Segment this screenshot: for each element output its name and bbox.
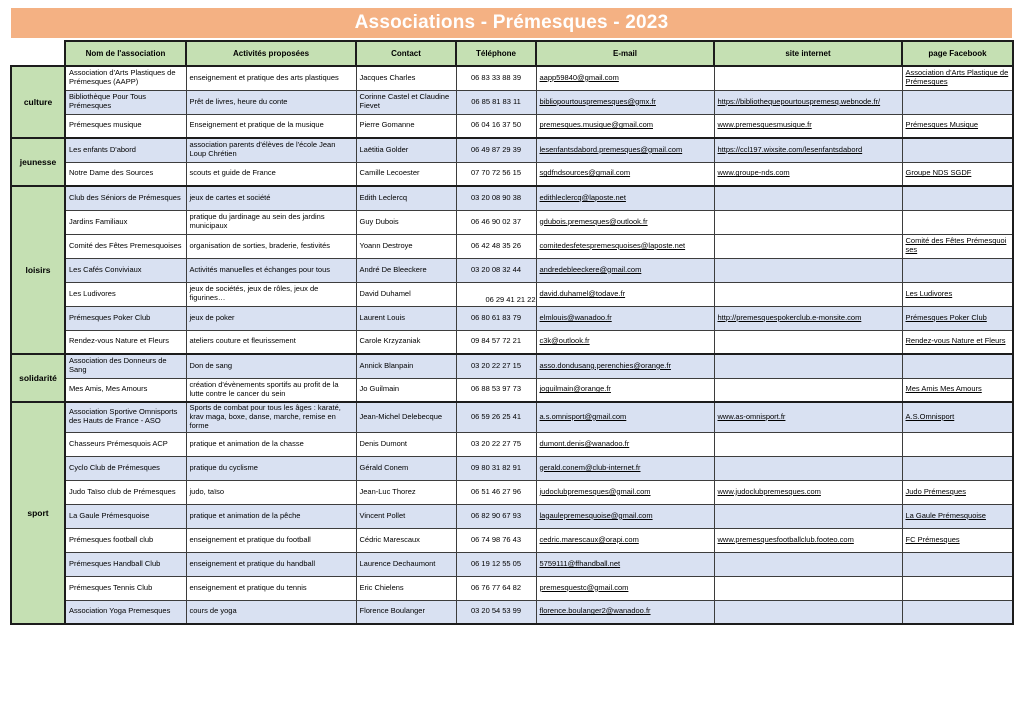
cell-name: Prémesques Handball Club: [65, 552, 186, 576]
cell-name: Association Yoga Premesques: [65, 600, 186, 624]
cell-contact: Vincent Pollet: [356, 504, 456, 528]
cell-contact: Laëtitia Golder: [356, 138, 456, 162]
page-title: Associations - Prémesques - 2023: [11, 8, 1012, 38]
facebook-link[interactable]: Les Ludivores: [905, 288, 953, 298]
website-link[interactable]: www.judoclubpremesques.com: [717, 486, 821, 496]
cell-website: [714, 528, 902, 552]
table-row: [11, 114, 1013, 138]
cell-contact: Edith Leclercq: [356, 186, 456, 210]
cell-facebook: [902, 402, 1013, 432]
cell-activities: cours de yoga: [186, 600, 356, 624]
email-link[interactable]: andredebleeckere@gmail.com: [539, 264, 642, 274]
cell-phone: 06 49 87 29 39: [456, 138, 536, 162]
cell-email: [536, 138, 714, 162]
table-row: [11, 480, 1013, 504]
cell-name: Notre Dame des Sources: [65, 162, 186, 186]
cell-facebook: [902, 90, 1013, 114]
column-header-2: Contact: [356, 41, 456, 66]
cell-name: Les Ludivores: [65, 282, 186, 306]
cell-email: [536, 330, 714, 354]
email-link[interactable]: 5759111@ffhandball.net: [539, 558, 621, 568]
cell-phone: 03 20 08 90 38: [456, 186, 536, 210]
cell-email: [536, 432, 714, 456]
cell-name: Association des Donneurs de Sang: [65, 354, 186, 378]
cell-phone: 06 83 33 88 39: [456, 66, 536, 90]
table-row: [11, 504, 1013, 528]
cell-email: [536, 480, 714, 504]
cell-email: [536, 600, 714, 624]
website-link[interactable]: www.premesquesmusique.fr: [717, 120, 812, 130]
cell-facebook: [902, 504, 1013, 528]
cell-email: [536, 210, 714, 234]
email-link[interactable]: lagaulepremesquoise@gmail.com: [539, 510, 653, 520]
cell-contact: André De Bleeckere: [356, 258, 456, 282]
cell-activities: jeux de cartes et société: [186, 186, 356, 210]
cell-activities: pratique du cyclisme: [186, 456, 356, 480]
cell-contact: Carole Krzyzaniak: [356, 330, 456, 354]
email-link[interactable]: sgdfndsources@gmail.com: [539, 168, 631, 178]
cell-name: Mes Amis, Mes Amours: [65, 378, 186, 402]
cell-website: [714, 354, 902, 378]
email-link[interactable]: cedric.marescaux@orapi.com: [539, 534, 639, 544]
cell-name: Prémesques Poker Club: [65, 306, 186, 330]
column-header-6: page Facebook: [902, 41, 1013, 66]
cell-name: Jardins Familiaux: [65, 210, 186, 234]
associations-table: [10, 40, 1014, 625]
cell-contact: Jo Guilmain: [356, 378, 456, 402]
table-row: [11, 456, 1013, 480]
cell-contact: David Duhamel: [356, 282, 456, 306]
cell-name: Prémesques musique: [65, 114, 186, 138]
cell-phone: 06 42 48 35 26: [456, 234, 536, 258]
facebook-link[interactable]: Association d'Arts Plastique de Prémesques: [905, 68, 1009, 87]
cell-email: [536, 378, 714, 402]
cell-name: Prémesques football club: [65, 528, 186, 552]
cell-activities: jeux de poker: [186, 306, 356, 330]
email-link[interactable]: gdubois.premesques@outlook.fr: [539, 216, 648, 226]
cell-email: [536, 258, 714, 282]
column-header-0: Nom de l'association: [65, 41, 186, 66]
cell-website: [714, 66, 902, 90]
cell-activities: Prêt de livres, heure du conte: [186, 90, 356, 114]
cell-website: [714, 576, 902, 600]
website-link[interactable]: www.premesquesfootballclub.footeo.com: [717, 534, 854, 544]
cell-phone: 06 74 98 76 43: [456, 528, 536, 552]
cell-facebook: [902, 552, 1013, 576]
email-link[interactable]: judoclubpremesques@gmail.com: [539, 486, 651, 496]
cell-website: [714, 378, 902, 402]
cell-website: [714, 600, 902, 624]
column-header-5: site internet: [714, 41, 902, 66]
cell-contact: Gérald Conem: [356, 456, 456, 480]
cell-phone: 06 19 12 55 05: [456, 552, 536, 576]
website-link[interactable]: https://ccl197.wixsite.com/lesenfantsdabord: [717, 144, 863, 154]
email-link[interactable]: edithleclercq@laposte.net: [539, 192, 626, 202]
cell-name: Judo Taïso club de Prémesques: [65, 480, 186, 504]
cell-contact: Annick Blanpain: [356, 354, 456, 378]
email-link[interactable]: florence.boulanger2@wanadoo.fr: [539, 606, 651, 616]
cell-email: [536, 162, 714, 186]
cell-website: [714, 330, 902, 354]
cell-email: [536, 66, 714, 90]
table-row: [11, 354, 1013, 378]
category-solidarité: solidarité: [11, 354, 65, 402]
cell-website: [714, 162, 902, 186]
cell-facebook: [902, 378, 1013, 402]
email-link[interactable]: premesquestc@gmail.com: [539, 582, 629, 592]
header-row: [11, 41, 1013, 66]
cell-phone: 06 82 90 67 93: [456, 504, 536, 528]
cell-email: [536, 552, 714, 576]
cell-activities: Don de sang: [186, 354, 356, 378]
cell-name: Bibliothèque Pour Tous Prémesques: [65, 90, 186, 114]
cell-name: Association d'Arts Plastiques de Prémesques (AAPP): [65, 66, 186, 90]
email-link[interactable]: gerald.conem@club-internet.fr: [539, 462, 641, 472]
table-row: [11, 66, 1013, 90]
table-row: [11, 432, 1013, 456]
cell-website: [714, 114, 902, 138]
cell-contact: Guy Dubois: [356, 210, 456, 234]
cell-email: [536, 456, 714, 480]
cell-facebook: [902, 258, 1013, 282]
cell-name: Club des Séniors de Prémesques: [65, 186, 186, 210]
email-link[interactable]: c3k@outlook.fr: [539, 336, 590, 346]
cell-email: [536, 114, 714, 138]
cell-facebook: [902, 600, 1013, 624]
cell-phone: 07 70 72 56 15: [456, 162, 536, 186]
cell-contact: Laurence Dechaumont: [356, 552, 456, 576]
table-row: [11, 402, 1013, 432]
cell-phone: 03 20 22 27 75: [456, 432, 536, 456]
email-link[interactable]: lesenfantsdabord.premesques@gmail.com: [539, 144, 683, 154]
cell-phone: 09 80 31 82 91: [456, 456, 536, 480]
cell-name: La Gaule Prémesquoise: [65, 504, 186, 528]
cell-facebook: [902, 282, 1013, 306]
cell-facebook: [902, 576, 1013, 600]
facebook-link[interactable]: A.S.Omnisport: [905, 411, 955, 421]
cell-facebook: [902, 114, 1013, 138]
email-link[interactable]: dumont.denis@wanadoo.fr: [539, 438, 630, 448]
cell-facebook: [902, 456, 1013, 480]
cell-name: Chasseurs Prémesquois ACP: [65, 432, 186, 456]
cell-phone: 09 84 57 72 21: [456, 330, 536, 354]
facebook-link[interactable]: Rendez-vous Nature et Fleurs: [905, 336, 1006, 346]
cell-name: Comité des Fêtes Premesquoises: [65, 234, 186, 258]
cell-email: [536, 354, 714, 378]
table-row: [11, 600, 1013, 624]
website-link[interactable]: www.as-omnisport.fr: [717, 411, 786, 421]
cell-activities: enseignement et pratique du tennis: [186, 576, 356, 600]
email-link[interactable]: david.duhamel@todave.fr: [539, 288, 626, 298]
cell-name: Association Sportive Omnisports des Hauts de France - ASO: [65, 402, 186, 432]
cell-activities: enseignement et pratique des arts plastiques: [186, 66, 356, 90]
cell-facebook: [902, 432, 1013, 456]
cell-contact: Florence Boulanger: [356, 600, 456, 624]
table-row: [11, 186, 1013, 210]
cell-website: [714, 504, 902, 528]
table-row: [11, 378, 1013, 402]
cell-website: [714, 306, 902, 330]
cell-activities: pratique et animation de la pêche: [186, 504, 356, 528]
cell-phone: 06 51 46 27 96: [456, 480, 536, 504]
cell-website: [714, 90, 902, 114]
cell-phone: 03 20 22 27 15: [456, 354, 536, 378]
email-link[interactable]: comitedesfetespremesquoises@laposte.net: [539, 240, 686, 250]
cell-phone: 06 85 81 83 11: [456, 90, 536, 114]
cell-activities: Activités manuelles et échanges pour tous: [186, 258, 356, 282]
cell-phone: 06 76 77 64 82: [456, 576, 536, 600]
cell-contact: Corinne Castel et Claudine Fievet: [356, 90, 456, 114]
facebook-link[interactable]: FC Prémesques: [905, 534, 960, 544]
table-row: [11, 138, 1013, 162]
cell-facebook: [902, 186, 1013, 210]
cell-phone: 06 59 26 25 41: [456, 402, 536, 432]
cell-activities: enseignement et pratique du football: [186, 528, 356, 552]
corner-spacer: [11, 41, 65, 66]
cell-activities: enseignement et pratique du handball: [186, 552, 356, 576]
table-row: [11, 552, 1013, 576]
cell-phone: 06 29 41 21 22: [456, 282, 536, 306]
cell-activities: Sports de combat pour tous les âges : karaté, krav maga, boxe, danse, marche, remise en forme: [186, 402, 356, 432]
cell-contact: Denis Dumont: [356, 432, 456, 456]
email-link[interactable]: premesques.musique@gmail.com: [539, 120, 653, 130]
cell-email: [536, 576, 714, 600]
table-row: [11, 576, 1013, 600]
email-link[interactable]: joguilmain@orange.fr: [539, 384, 611, 394]
cell-website: [714, 456, 902, 480]
facebook-link[interactable]: La Gaule Prémesquoise: [905, 510, 986, 520]
cell-contact: Jean-Luc Thorez: [356, 480, 456, 504]
email-link[interactable]: a.s.omnisport@gmail.com: [539, 411, 627, 421]
cell-activities: pratique du jardinage au sein des jardins municipaux: [186, 210, 356, 234]
cell-facebook: [902, 480, 1013, 504]
cell-email: [536, 504, 714, 528]
cell-facebook: [902, 66, 1013, 90]
cell-facebook: [902, 234, 1013, 258]
website-link[interactable]: http://premesquespokerclub.e-monsite.com: [717, 312, 862, 322]
cell-name: Rendez-vous Nature et Fleurs: [65, 330, 186, 354]
cell-email: [536, 282, 714, 306]
email-link[interactable]: elmlouis@wanadoo.fr: [539, 312, 612, 322]
category-loisirs: loisirs: [11, 186, 65, 354]
cell-activities: organisation de sorties, braderie, festivités: [186, 234, 356, 258]
cell-email: [536, 528, 714, 552]
email-link[interactable]: asso.dondusang.perenchies@orange.fr: [539, 360, 671, 370]
column-header-1: Activités proposées: [186, 41, 356, 66]
facebook-link[interactable]: Groupe NDS SGDF: [905, 168, 972, 178]
table-row: [11, 282, 1013, 306]
cell-activities: jeux de sociétés, jeux de rôles, jeux de figurines…: [186, 282, 356, 306]
website-link[interactable]: www.groupe-nds.com: [717, 168, 790, 178]
facebook-link[interactable]: Prémesques Poker Club: [905, 312, 987, 322]
cell-website: [714, 402, 902, 432]
cell-name: Les enfants D'abord: [65, 138, 186, 162]
cell-website: [714, 186, 902, 210]
cell-facebook: [902, 330, 1013, 354]
cell-facebook: [902, 210, 1013, 234]
cell-phone: 06 04 16 37 50: [456, 114, 536, 138]
facebook-link[interactable]: Mes Amis Mes Amours: [905, 384, 982, 394]
column-header-3: Téléphone: [456, 41, 536, 66]
cell-contact: Cédric Marescaux: [356, 528, 456, 552]
cell-phone: 03 20 08 32 44: [456, 258, 536, 282]
facebook-link[interactable]: Prémesques Musique: [905, 120, 979, 130]
cell-website: [714, 234, 902, 258]
table-row: [11, 234, 1013, 258]
cell-facebook: [902, 528, 1013, 552]
cell-activities: création d'évènements sportifs au profit de la lutte contre le cancer du sein: [186, 378, 356, 402]
cell-activities: association parents d'élèves de l'école Jean Loup Chrétien: [186, 138, 356, 162]
table-row: [11, 90, 1013, 114]
cell-phone: 06 88 53 97 73: [456, 378, 536, 402]
cell-activities: judo, taïso: [186, 480, 356, 504]
cell-website: [714, 210, 902, 234]
category-jeunesse: jeunesse: [11, 138, 65, 186]
cell-contact: Eric Chielens: [356, 576, 456, 600]
cell-facebook: [902, 138, 1013, 162]
cell-contact: Pierre Gomanne: [356, 114, 456, 138]
cell-website: [714, 258, 902, 282]
cell-website: [714, 282, 902, 306]
cell-phone: 06 46 90 02 37: [456, 210, 536, 234]
cell-website: [714, 138, 902, 162]
table-row: [11, 162, 1013, 186]
cell-activities: Enseignement et pratique de la musique: [186, 114, 356, 138]
cell-contact: Yoann Destroye: [356, 234, 456, 258]
cell-phone: 06 80 61 83 79: [456, 306, 536, 330]
email-link[interactable]: bibliopourtouspremesques@gmx.fr: [539, 96, 656, 106]
cell-email: [536, 402, 714, 432]
cell-activities: scouts et guide de France: [186, 162, 356, 186]
cell-name: Les Cafés Conviviaux: [65, 258, 186, 282]
cell-activities: pratique et animation de la chasse: [186, 432, 356, 456]
website-link[interactable]: https://bibliothequepourtouspremesq.webnode.fr/: [717, 96, 881, 106]
cell-name: Prémesques Tennis Club: [65, 576, 186, 600]
cell-facebook: [902, 162, 1013, 186]
cell-website: [714, 480, 902, 504]
cell-email: [536, 186, 714, 210]
category-culture: culture: [11, 66, 65, 138]
cell-phone: 03 20 54 53 99: [456, 600, 536, 624]
cell-contact: Camille Lecoester: [356, 162, 456, 186]
cell-email: [536, 234, 714, 258]
column-header-4: E-mail: [536, 41, 714, 66]
cell-website: [714, 552, 902, 576]
table-row: [11, 210, 1013, 234]
cell-contact: Jacques Charles: [356, 66, 456, 90]
cell-email: [536, 306, 714, 330]
cell-website: [714, 432, 902, 456]
category-sport: sport: [11, 402, 65, 624]
table-row: [11, 306, 1013, 330]
email-link[interactable]: aapp59840@gmail.com: [539, 72, 619, 82]
cell-name: Cyclo Club de Prémesques: [65, 456, 186, 480]
facebook-link[interactable]: Comité des Fêtes Prémesquoises: [905, 236, 1007, 254]
facebook-link[interactable]: Judo Prémesques: [905, 486, 966, 496]
table-row: [11, 330, 1013, 354]
cell-contact: Jean-Michel Delebecque: [356, 402, 456, 432]
cell-contact: Laurent Louis: [356, 306, 456, 330]
table-row: [11, 258, 1013, 282]
cell-email: [536, 90, 714, 114]
cell-facebook: [902, 306, 1013, 330]
cell-activities: ateliers couture et fleurissement: [186, 330, 356, 354]
cell-facebook: [902, 354, 1013, 378]
table-row: [11, 528, 1013, 552]
